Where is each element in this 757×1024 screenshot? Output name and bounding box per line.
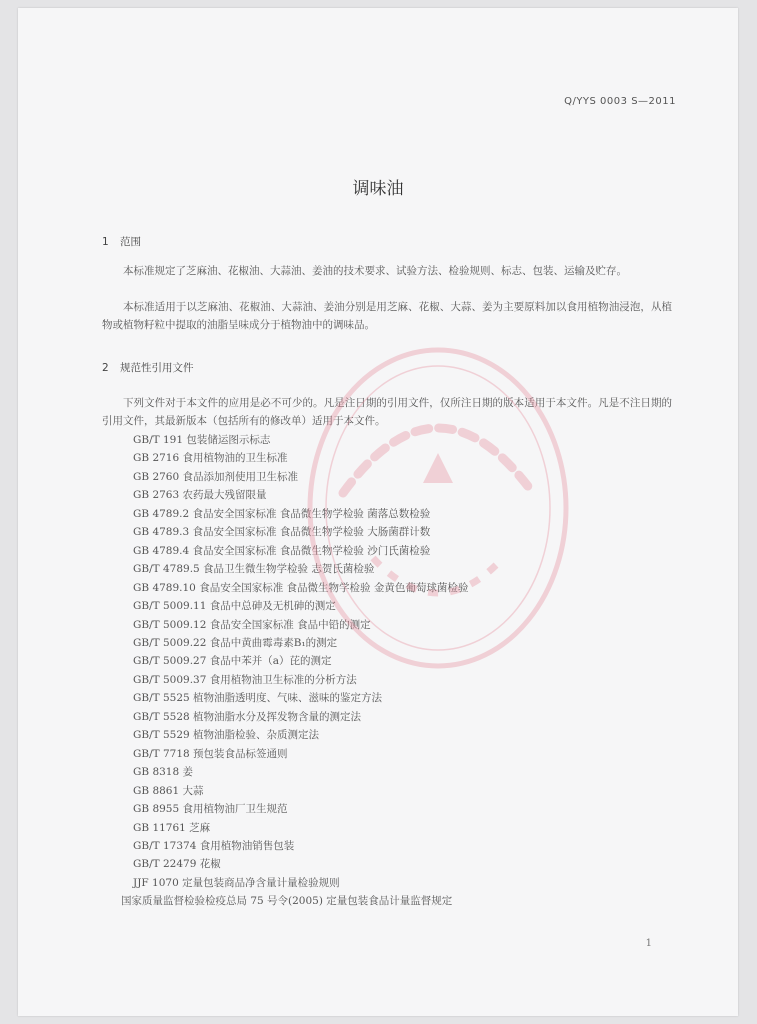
reference-item: GB 2760 食品添加剂使用卫生标准 bbox=[133, 470, 299, 483]
reference-item: GB/T 5528 植物油脂水分及挥发物含量的测定法 bbox=[133, 710, 362, 723]
page-number: 1 bbox=[645, 938, 652, 949]
reference-item: GB 4789.3 食品安全国家标准 食品微生物学检验 大肠菌群计数 bbox=[133, 526, 431, 539]
reference-item: GB 4789.4 食品安全国家标准 食品微生物学检验 沙门氏菌检验 bbox=[133, 544, 431, 557]
reference-item: GB/T 4789.5 食品卫生微生物学检验 志贺氏菌检验 bbox=[133, 563, 375, 576]
scope-paragraph-1: 本标准规定了芝麻油、花椒油、大蒜油、姜油的技术要求、试验方法、检验规则、标志、包装、运输及贮存。 bbox=[123, 265, 627, 277]
section-1-heading bbox=[102, 234, 141, 249]
reference-item: 国家质量监督检验检疫总局 75 号令(2005) 定量包装食品计量监督规定 bbox=[121, 895, 453, 908]
reference-item: GB/T 5009.37 食用植物油卫生标准的分析方法 bbox=[133, 673, 357, 686]
reference-item: GB/T 5009.22 食品中黄曲霉毒素B₁的测定 bbox=[133, 636, 338, 649]
section-1-number: 1 bbox=[102, 236, 109, 248]
reference-item: GB 11761 芝麻 bbox=[133, 821, 211, 834]
reference-item: GB 4789.2 食品安全国家标准 食品微生物学检验 菌落总数检验 bbox=[133, 507, 431, 520]
reference-item: GB 2763 农药最大残留限量 bbox=[133, 489, 267, 502]
scope-paragraph-2: 本标准适用于以芝麻油、花椒油、大蒜油、姜油分别是用芝麻、花椒、大蒜、姜为主要原料加以食用植物油浸泡，从植物或植物籽粒中提取的油脂呈味成分于植物油中的调味品。 bbox=[102, 301, 672, 331]
document-page bbox=[18, 8, 738, 1016]
standard-code: Q/YYS 0003 S—2011 bbox=[564, 96, 676, 107]
reference-item: GB/T 5525 植物油脂透明度、气味、滋味的鉴定方法 bbox=[133, 692, 383, 705]
reference-item: GB/T 22479 花椒 bbox=[133, 858, 221, 871]
section-2-number: 2 bbox=[102, 362, 109, 374]
reference-item: GB/T 17374 食用植物油销售包装 bbox=[133, 839, 295, 852]
reference-item: JJF 1070 定量包装商品净含量计量检验规则 bbox=[133, 876, 340, 889]
reference-item: GB 8861 大蒜 bbox=[133, 784, 204, 797]
reference-item: GB/T 5009.11 食品中总砷及无机砷的测定 bbox=[133, 600, 336, 613]
reference-list bbox=[121, 431, 469, 911]
document-title: 调味油 bbox=[352, 179, 404, 199]
reference-item: GB 4789.10 食品安全国家标准 食品微生物学检验 金黄色葡萄球菌检验 bbox=[133, 581, 469, 594]
reference-item: GB/T 5529 植物油脂检验、杂质测定法 bbox=[133, 729, 320, 742]
reference-item: GB/T 7718 预包装食品标签通则 bbox=[133, 747, 288, 760]
reference-item: GB 8318 姜 bbox=[133, 766, 194, 779]
section-1-title: 范围 bbox=[120, 236, 141, 248]
section-2-title: 规范性引用文件 bbox=[120, 362, 194, 374]
section-2-heading bbox=[102, 360, 194, 375]
reference-item: GB 2716 食用植物油的卫生标准 bbox=[133, 452, 288, 465]
reference-item: GB/T 191 包装储运图示标志 bbox=[133, 434, 271, 446]
references-intro: 下列文件对于本文件的应用是必不可少的。凡是注日期的引用文件，仅所注日期的版本适用于本文件。凡是不注日期的引用文件，其最新版本（包括所有的修改单）适用于本文件。 bbox=[102, 397, 672, 427]
reference-item: GB/T 5009.27 食品中苯并（a）芘的测定 bbox=[133, 655, 332, 668]
reference-item: GB/T 5009.12 食品安全国家标准 食品中铅的测定 bbox=[133, 618, 371, 631]
reference-item: GB 8955 食用植物油厂卫生规范 bbox=[133, 803, 288, 816]
